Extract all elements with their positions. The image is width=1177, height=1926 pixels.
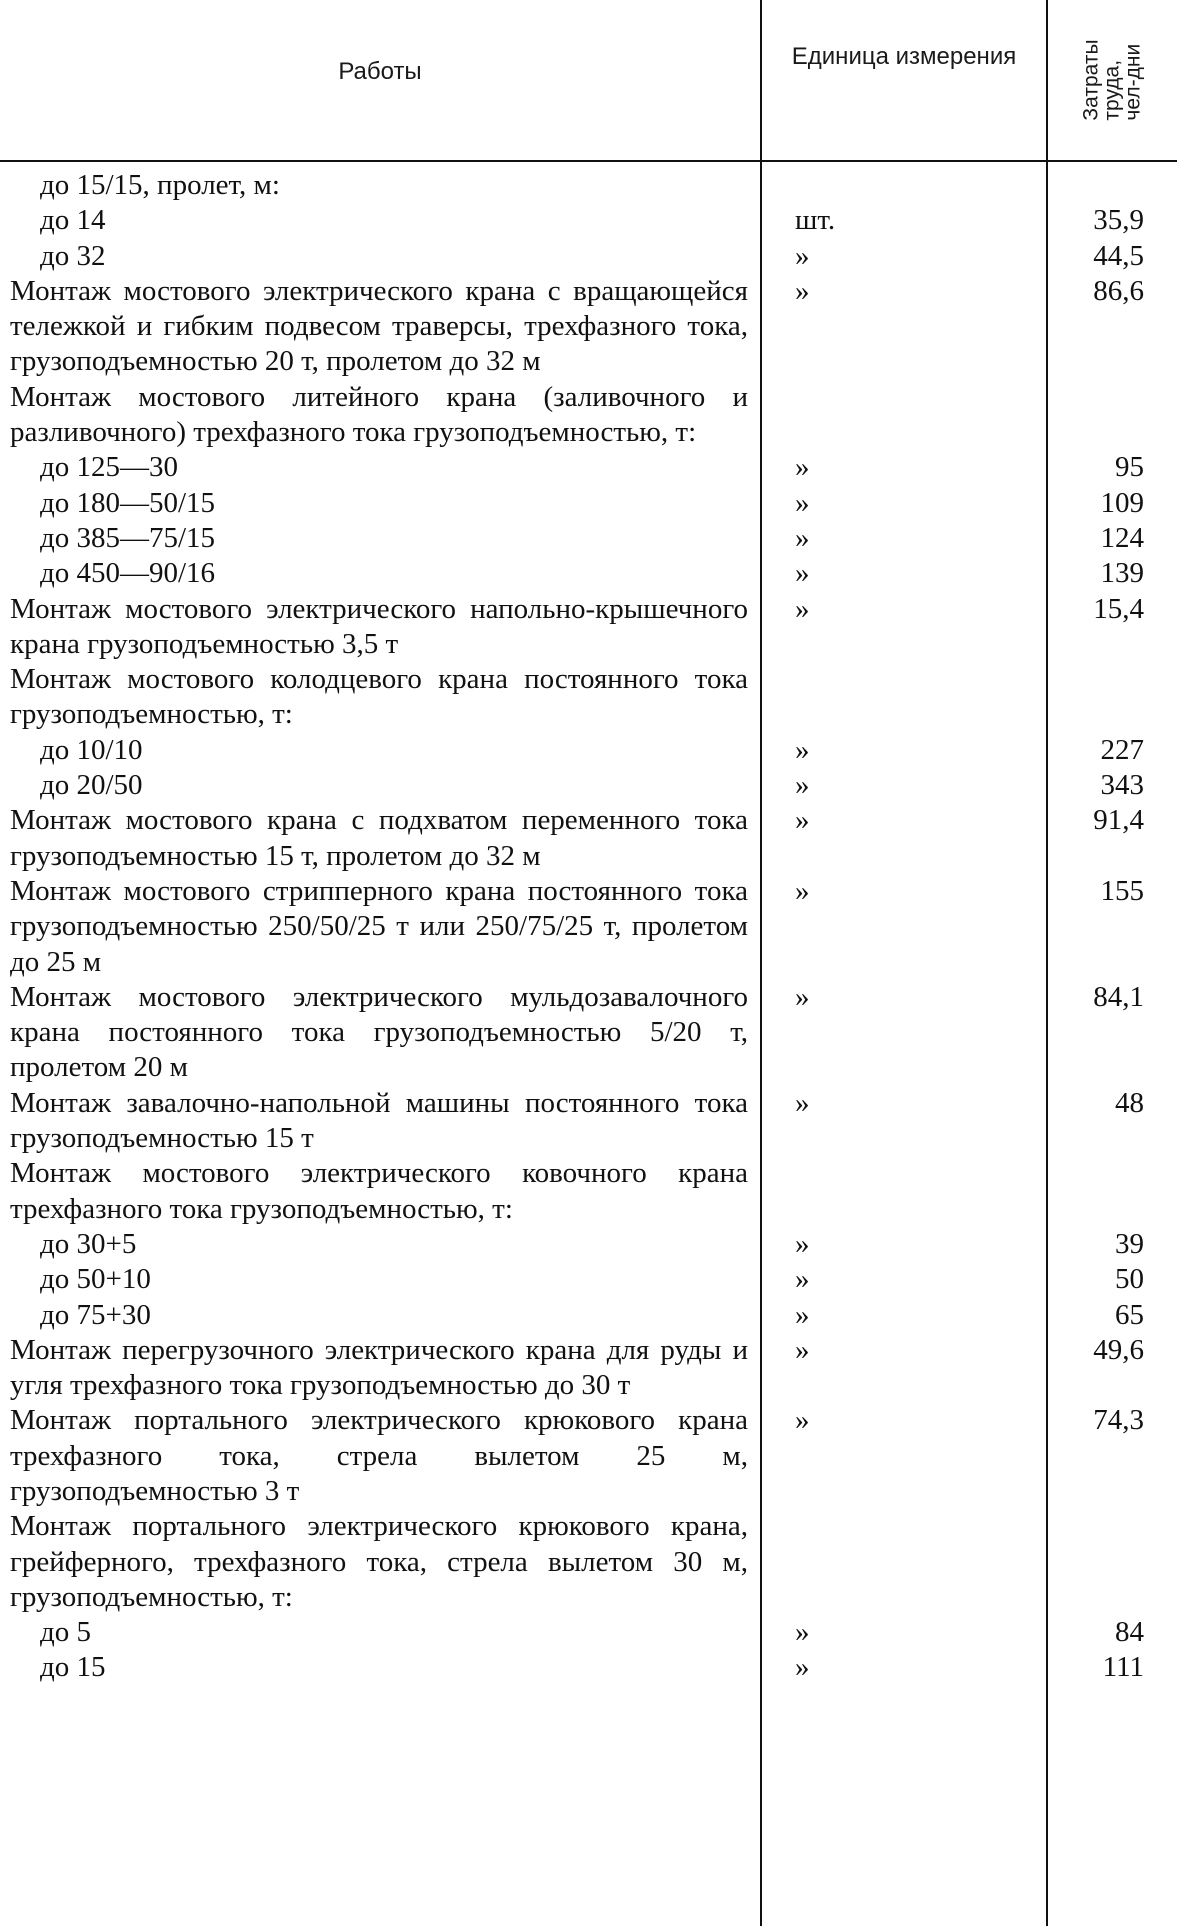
table-row <box>0 521 1177 556</box>
labor-cost-value: 39 <box>1115 1227 1144 1260</box>
table-row <box>0 486 1177 521</box>
column-header-cost-line: Затраты <box>1079 39 1103 121</box>
labor-cost-value: 74,3 <box>1093 1404 1144 1437</box>
labor-cost-value: 48 <box>1115 1086 1144 1119</box>
unit-value: » <box>795 1086 810 1119</box>
labor-cost-value: 86,6 <box>1093 274 1144 307</box>
unit-value: » <box>795 1616 810 1649</box>
table-row <box>0 1650 1177 1685</box>
unit-value: » <box>795 1298 810 1331</box>
work-description: до 125—30 <box>40 451 179 484</box>
table-row <box>0 1403 1177 1509</box>
header-rule <box>0 160 1177 162</box>
work-description: до 15 <box>40 1651 106 1684</box>
table-row <box>0 733 1177 768</box>
labor-cost-value: 44,5 <box>1093 239 1144 272</box>
table-row <box>0 768 1177 803</box>
table-row <box>0 1333 1177 1404</box>
table-row <box>0 450 1177 485</box>
labor-cost-value: 111 <box>1102 1651 1144 1684</box>
labor-cost-value: 227 <box>1100 733 1144 766</box>
work-description: до 20/50 <box>40 769 143 802</box>
labor-cost-value: 109 <box>1100 486 1144 519</box>
work-description: до 385—75/15 <box>40 521 216 554</box>
labor-cost-value: 95 <box>1115 451 1144 484</box>
unit-value: » <box>795 451 810 484</box>
table-row <box>0 1262 1177 1297</box>
unit-value: » <box>795 980 810 1013</box>
work-description: Монтаж портального электрического крюкового крана трехфазного тока, стрела вылетом 25 м, грузоподъемностью 3 т <box>10 1404 748 1507</box>
table-row <box>0 1615 1177 1650</box>
table-row <box>0 556 1177 591</box>
table-row <box>0 1298 1177 1333</box>
work-description: Монтаж мостового электрического ковочного крана трехфазного тока грузоподъемностью, т: <box>10 1157 748 1225</box>
work-description: Монтаж мостового колодцевого крана постоянного тока грузоподъемностью, т: <box>10 663 748 731</box>
unit-value: » <box>795 1651 810 1684</box>
labor-cost-value: 84,1 <box>1093 980 1144 1013</box>
work-description: до 14 <box>40 204 106 237</box>
labor-cost-value: 343 <box>1100 769 1144 802</box>
work-description: до 450—90/16 <box>40 557 216 590</box>
work-description: до 10/10 <box>40 733 143 766</box>
work-description: до 50+10 <box>40 1263 151 1296</box>
table-body <box>0 168 1177 1686</box>
column-header-cost <box>1047 0 1177 160</box>
labor-cost-value: 49,6 <box>1093 1333 1144 1366</box>
work-description: Монтаж мостового литейного крана (заливочного и разливочного) трехфазного тока грузоподъемностью, т: <box>10 380 748 449</box>
work-description: Монтаж мостового электрического напольно-крышечного крана грузоподъемностью 3,5 т <box>10 592 748 660</box>
labor-cost-value: 35,9 <box>1093 204 1144 237</box>
table-row <box>0 803 1177 874</box>
table-row <box>0 1156 1177 1227</box>
work-description: Монтаж мостового крана с подхватом переменного тока грузоподъемностью 15 т, пролетом до 32 м <box>10 804 748 872</box>
work-description: до 5 <box>40 1616 92 1649</box>
table-row <box>0 380 1177 451</box>
work-description: Монтаж мостового электрического мульдозавалочного крана постоянного тока грузоподъемностью 5/20 т, пролетом 20 м <box>10 980 748 1084</box>
labor-cost-value: 124 <box>1100 521 1144 554</box>
unit-value: » <box>795 733 810 766</box>
work-description: до 32 <box>40 239 106 272</box>
table-row <box>0 980 1177 1086</box>
column-header-unit: Единица измерения <box>791 43 1017 70</box>
work-description: Монтаж мостового электрического крана с вращающейся тележкой и гибким подвесом траверсы, трехфазного тока, грузоподъемностью 20 т, пролетом до 32 м <box>10 274 748 378</box>
unit-value: » <box>795 486 810 519</box>
work-description: Монтаж перегрузочного электрического крана для руды и угля трехфазного тока грузоподъемностью до 30 т <box>10 1333 748 1402</box>
table-row <box>0 1086 1177 1157</box>
table-row <box>0 203 1177 238</box>
unit-value: » <box>795 1333 810 1366</box>
unit-value: » <box>795 557 810 590</box>
labor-cost-value: 15,4 <box>1093 592 1144 625</box>
table-row <box>0 662 1177 733</box>
unit-value: » <box>795 1227 810 1260</box>
unit-value: » <box>795 1404 810 1437</box>
labor-cost-value: 65 <box>1115 1298 1144 1331</box>
unit-value: » <box>795 804 810 837</box>
labor-cost-value: 155 <box>1100 874 1144 907</box>
work-description: Монтаж портального электрического крюкового крана, грейферного, трехфазного тока, стрела вылетом 30 м, грузоподъемностью, т: <box>10 1510 748 1613</box>
column-header-work: Работы <box>338 58 422 85</box>
table-row <box>0 874 1177 980</box>
work-description: Монтаж завалочно-напольной машины постоянного тока грузоподъемностью 15 т <box>10 1086 748 1155</box>
work-description: до 75+30 <box>40 1298 151 1331</box>
unit-value: » <box>795 592 810 625</box>
table-row <box>0 168 1177 203</box>
work-description: до 15/15, пролет, м: <box>40 169 280 201</box>
unit-value: » <box>795 521 810 554</box>
work-description: до 180—50/15 <box>40 486 216 519</box>
labor-cost-value: 91,4 <box>1093 804 1144 837</box>
unit-value: » <box>795 769 810 802</box>
table-row <box>0 274 1177 380</box>
labor-cost-value: 84 <box>1115 1616 1144 1649</box>
table-row <box>0 1509 1177 1615</box>
column-header-cost-line: труда, <box>1100 59 1124 121</box>
labor-cost-value: 139 <box>1100 557 1144 590</box>
column-header-cost-line: чел-дни <box>1121 43 1145 121</box>
table-row <box>0 1227 1177 1262</box>
table-row <box>0 239 1177 274</box>
unit-value: шт. <box>795 204 836 237</box>
unit-value: » <box>795 274 810 307</box>
work-description: Монтаж мостового стрипперного крана постоянного тока грузоподъемностью 250/50/25 т или 250/75/25 т, пролетом до 25 м <box>10 874 748 978</box>
labor-cost-value: 50 <box>1115 1263 1144 1296</box>
work-description: до 30+5 <box>40 1227 137 1260</box>
table-row <box>0 592 1177 663</box>
unit-value: » <box>795 239 810 272</box>
unit-value: » <box>795 1263 810 1296</box>
unit-value: » <box>795 874 810 907</box>
